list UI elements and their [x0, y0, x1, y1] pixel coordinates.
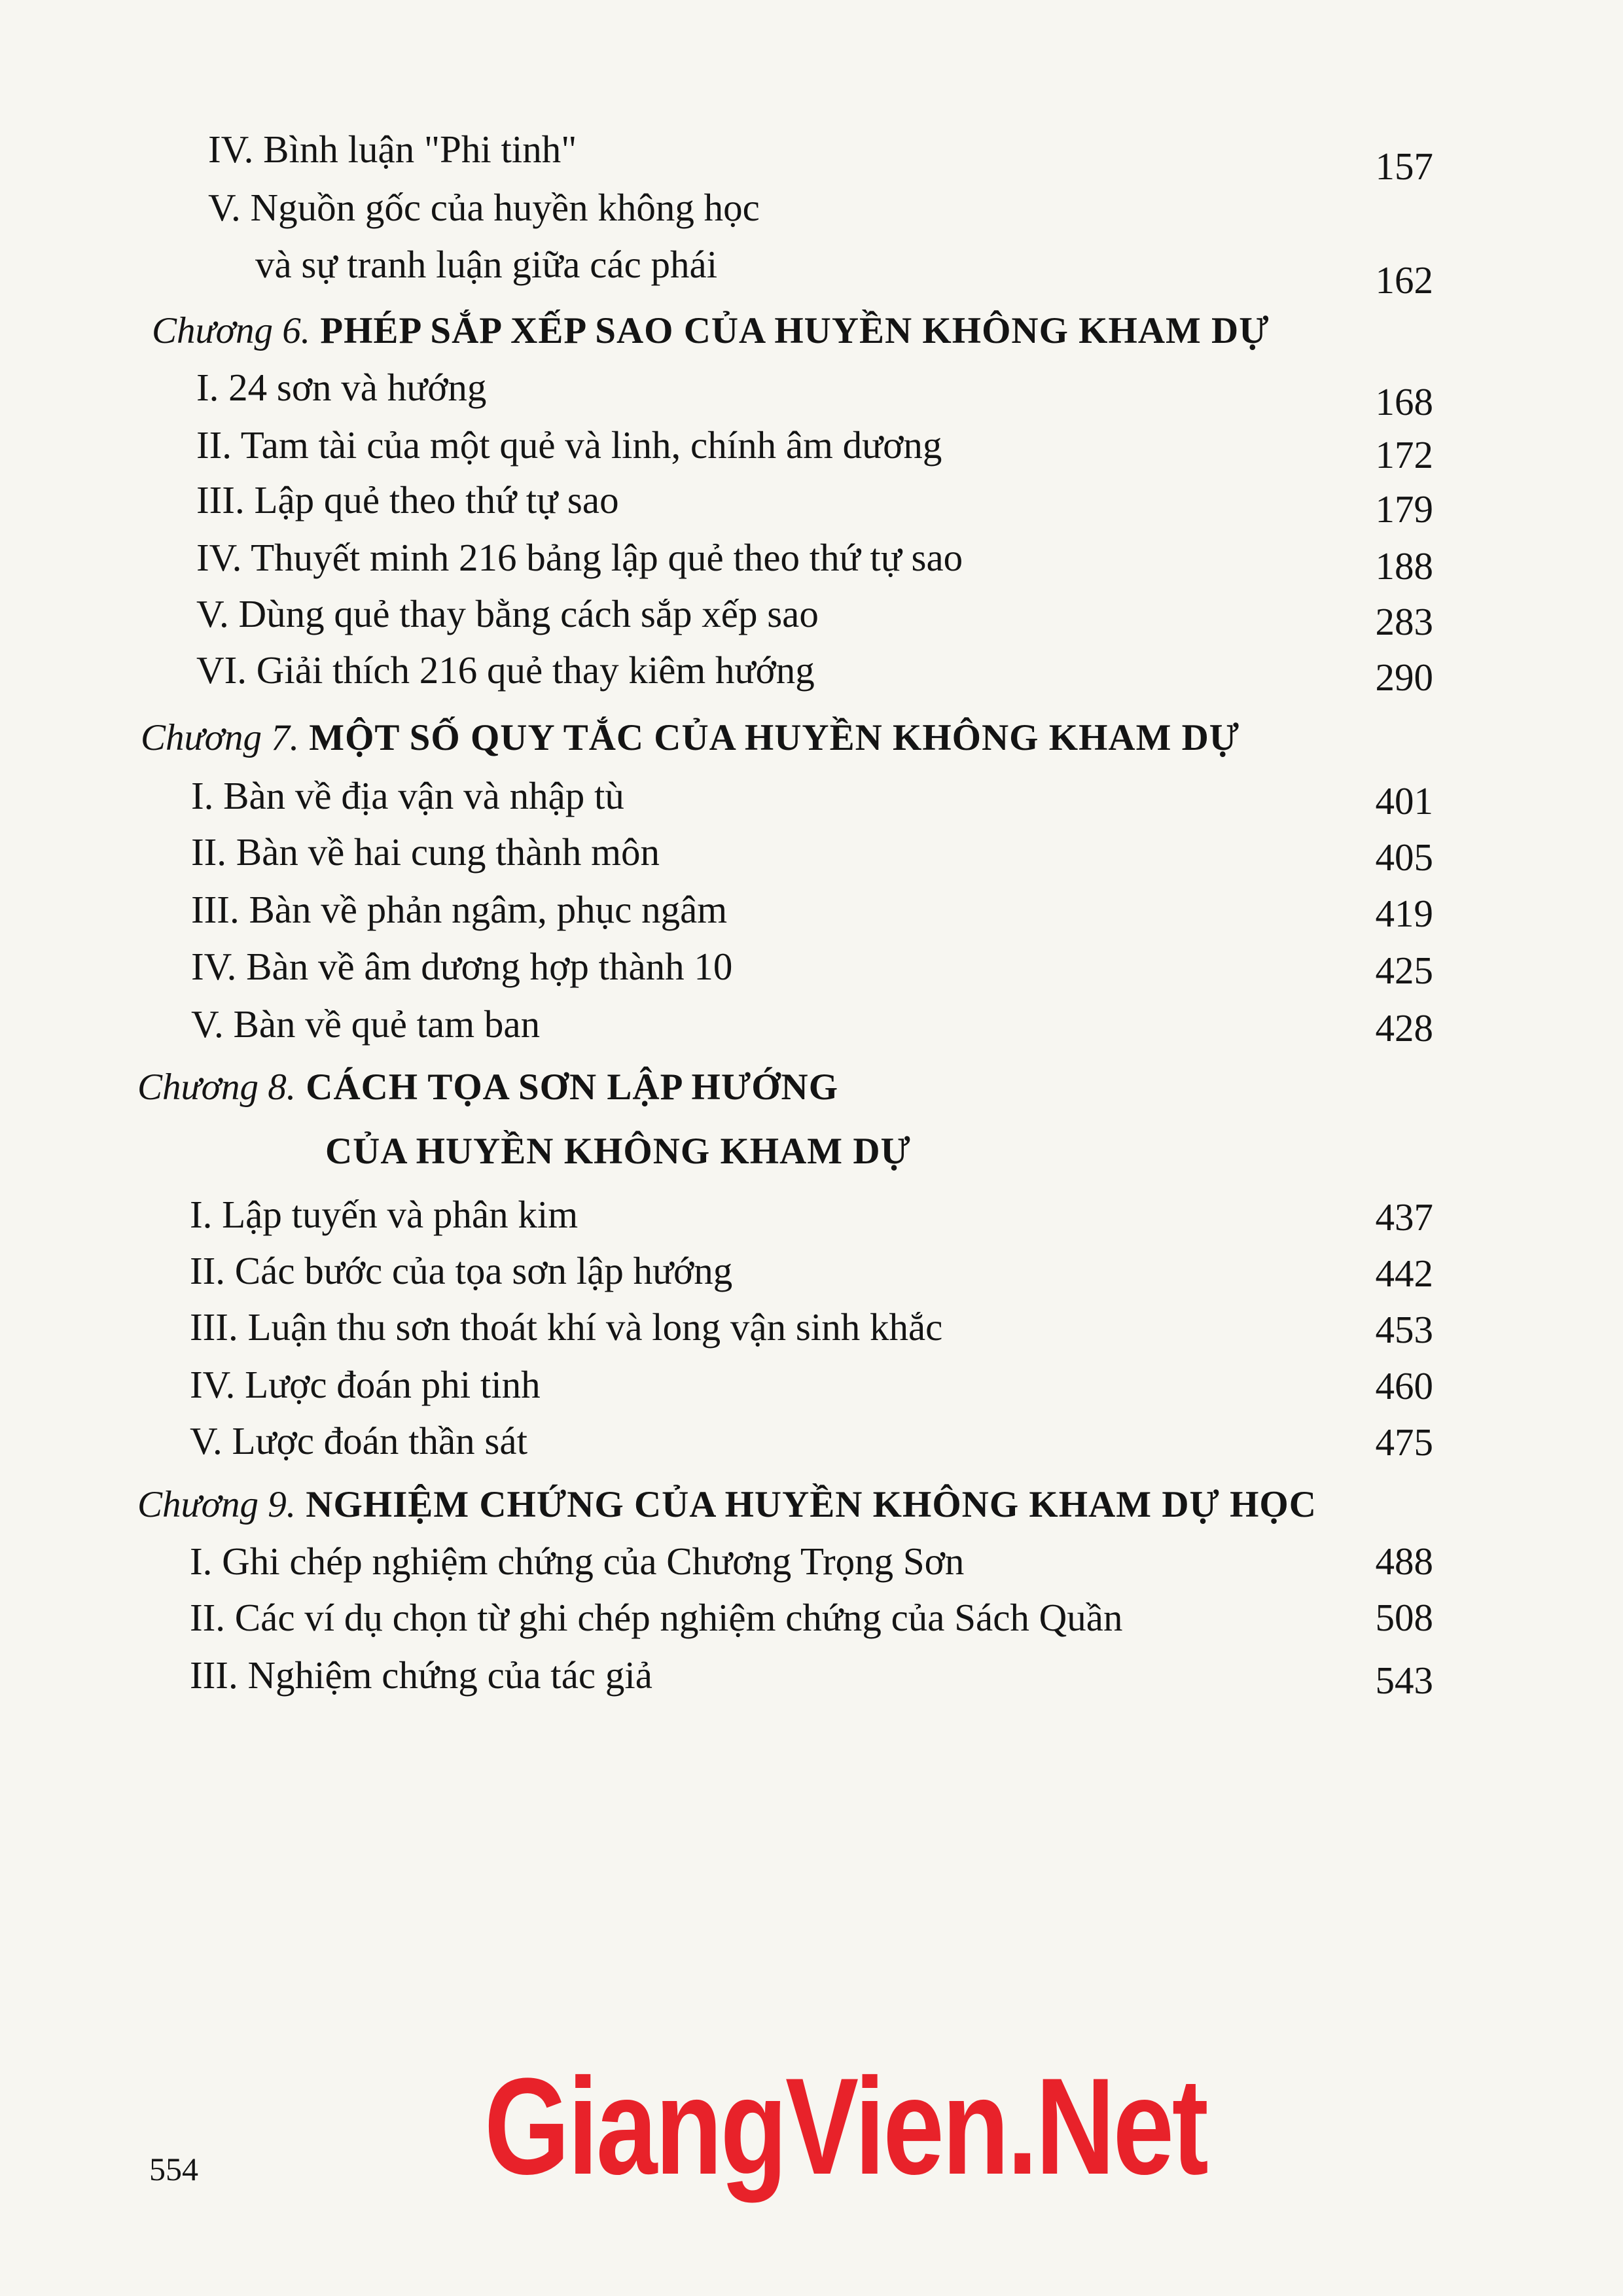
toc-entry-page: 428	[1375, 1006, 1433, 1050]
chapter-heading-continued	[325, 1125, 911, 1178]
chapter-label: Chương 8.	[137, 1067, 296, 1108]
toc-entry-text: IV. Lược đoán phi tinh	[190, 1363, 541, 1406]
chapter-label: Chương 9.	[137, 1484, 296, 1525]
toc-entry-text: III. Luận thu sơn thoát khí và long vận sinh khắc	[190, 1305, 943, 1349]
watermark-logo: GiangVien.Net	[484, 2049, 1207, 2203]
toc-entry-text: I. Ghi chép nghiệm chứng của Chương Trọng Sơn	[190, 1540, 965, 1583]
toc-entry-text: VI. Giải thích 216 quẻ thay kiêm hướng	[196, 648, 815, 692]
chapter-title: CÁCH TỌA SƠN LẬP HƯỚNG	[306, 1067, 839, 1108]
page-number: 554	[149, 2151, 198, 2187]
toc-entry-page: 475	[1375, 1421, 1433, 1464]
toc-entry-text: V. Lược đoán thần sát	[190, 1419, 527, 1462]
toc-entry-page: 442	[1375, 1252, 1433, 1295]
toc-entry-text: V. Nguồn gốc của huyền không học	[208, 186, 760, 229]
chapter-label: Chương 7.	[141, 717, 300, 758]
toc-entry-text: V. Bàn về quẻ tam ban	[191, 1002, 541, 1046]
toc-entry-page: 172	[1375, 433, 1433, 476]
toc-entry-text: II. Các ví dụ chọn từ ghi chép nghiệm chứng của Sách Quần	[190, 1596, 1123, 1639]
toc-entry-text: và sự tranh luận giữa các phái	[255, 243, 718, 286]
toc-entry-text: I. 24 sơn và hướng	[196, 366, 487, 409]
toc-entry-page: 543	[1375, 1659, 1433, 1702]
toc-entry-page: 437	[1375, 1195, 1433, 1239]
toc-entry-text: III. Bàn về phản ngâm, phục ngâm	[191, 888, 728, 931]
toc-entry-page: 188	[1375, 544, 1433, 588]
toc-entry-page: 290	[1375, 656, 1433, 699]
toc-entry-page: 453	[1375, 1308, 1433, 1351]
toc-entry-text: IV. Bình luận "Phi tinh"	[208, 128, 577, 171]
toc-entry-page: 162	[1375, 258, 1433, 302]
toc-entry-text: II. Bàn về hai cung thành môn	[191, 830, 660, 874]
toc-entry-page: 405	[1375, 836, 1433, 879]
toc-entry-text: I. Lập tuyến và phân kim	[190, 1193, 579, 1236]
chapter-title: PHÉP SẮP XẾP SAO CỦA HUYỀN KHÔNG KHAM DỰ	[320, 310, 1270, 351]
toc-entry-page: 508	[1375, 1596, 1433, 1639]
chapter-title: CỦA HUYỀN KHÔNG KHAM DỰ	[325, 1131, 911, 1172]
toc-entry-page: 157	[1375, 145, 1433, 188]
toc-entry-text: II. Các bước của tọa sơn lập hướng	[190, 1249, 733, 1292]
chapter-heading	[137, 1479, 1317, 1531]
chapter-title: NGHIỆM CHỨNG CỦA HUYỀN KHÔNG KHAM DỰ HỌC	[306, 1484, 1317, 1525]
toc-entry-page: 401	[1375, 779, 1433, 822]
toc-entry-text: II. Tam tài của một quẻ và linh, chính âm dương	[196, 423, 942, 467]
toc-entry-text: IV. Thuyết minh 216 bảng lập quẻ theo thứ tự sao	[196, 536, 963, 579]
toc-entry-text: III. Lập quẻ theo thứ tự sao	[196, 478, 619, 521]
toc-entry-text: V. Dùng quẻ thay bằng cách sắp xếp sao	[196, 592, 819, 635]
toc-entry-page: 488	[1375, 1540, 1433, 1583]
toc-entry-text: IV. Bàn về âm dương hợp thành 10	[191, 945, 733, 988]
toc-entry-text: III. Nghiệm chứng của tác giả	[190, 1653, 652, 1697]
chapter-heading	[152, 305, 1270, 357]
toc-entry-page: 179	[1375, 487, 1433, 531]
chapter-label: Chương 6.	[152, 310, 311, 351]
toc-entry-page: 283	[1375, 600, 1433, 643]
chapter-heading	[137, 1061, 838, 1114]
toc-entry-page: 460	[1375, 1364, 1433, 1407]
chapter-title: MỘT SỐ QUY TẮC CỦA HUYỀN KHÔNG KHAM DỰ	[309, 717, 1240, 758]
toc-entry-page: 168	[1375, 380, 1433, 423]
toc-entry-page: 419	[1375, 892, 1433, 935]
toc-entry-page: 425	[1375, 949, 1433, 992]
toc-entry-text: I. Bàn về địa vận và nhập tù	[191, 774, 624, 817]
chapter-heading	[141, 712, 1240, 764]
